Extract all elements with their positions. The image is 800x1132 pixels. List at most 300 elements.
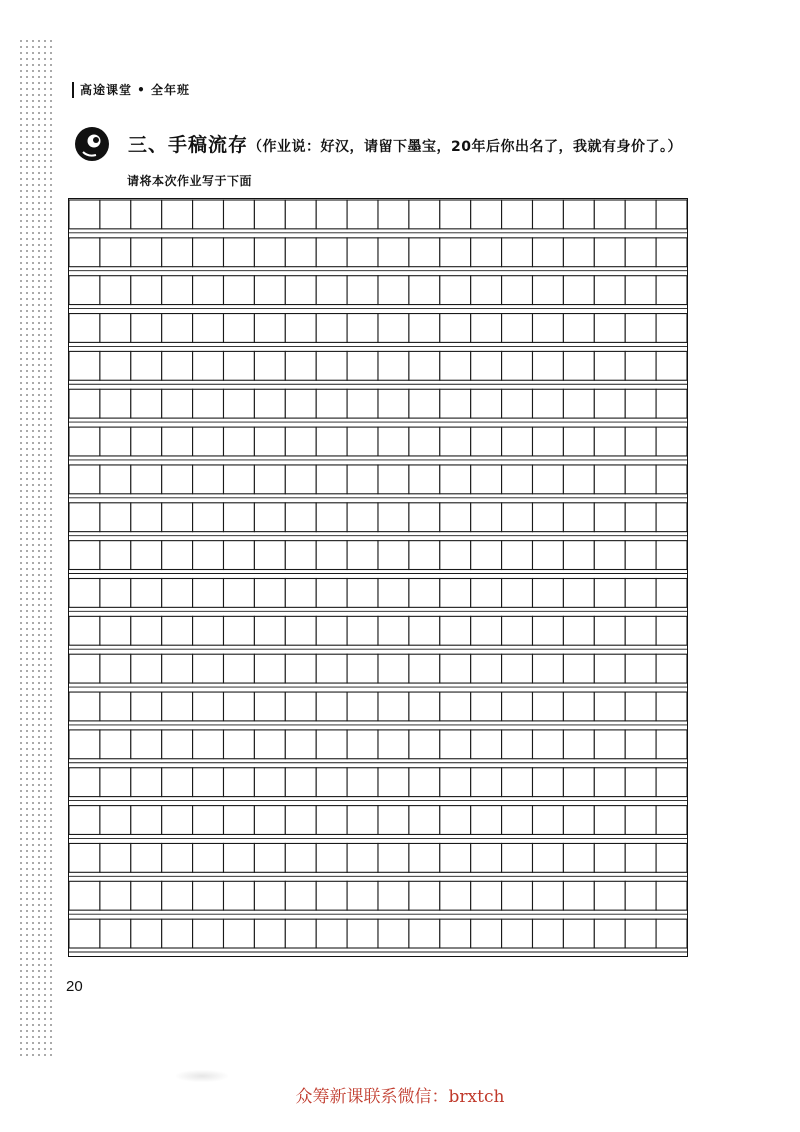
grid-cell[interactable] (440, 768, 471, 797)
grid-cell[interactable] (193, 730, 224, 759)
grid-cell[interactable] (285, 238, 316, 267)
grid-cell[interactable] (347, 579, 378, 608)
grid-cell[interactable] (131, 351, 162, 380)
grid-cell[interactable] (440, 654, 471, 683)
grid-cell[interactable] (440, 843, 471, 872)
grid-cell[interactable] (563, 730, 594, 759)
grid-cell[interactable] (285, 276, 316, 305)
grid-cell[interactable] (347, 730, 378, 759)
grid-cell[interactable] (347, 389, 378, 418)
grid-cell[interactable] (533, 541, 564, 570)
grid-cell[interactable] (100, 465, 131, 494)
grid-cell[interactable] (409, 768, 440, 797)
grid-cell[interactable] (594, 351, 625, 380)
grid-cell[interactable] (533, 692, 564, 721)
grid-cell[interactable] (502, 616, 533, 645)
grid-cell[interactable] (625, 881, 656, 910)
grid-cell[interactable] (100, 503, 131, 532)
grid-cell[interactable] (285, 200, 316, 229)
grid-cell[interactable] (254, 881, 285, 910)
grid-cell[interactable] (193, 276, 224, 305)
grid-cell[interactable] (378, 541, 409, 570)
grid-cell[interactable] (471, 919, 502, 948)
grid-cell[interactable] (224, 843, 255, 872)
grid-cell[interactable] (254, 654, 285, 683)
grid-cell[interactable] (563, 465, 594, 494)
grid-cell[interactable] (533, 427, 564, 456)
grid-cell[interactable] (162, 692, 193, 721)
grid-cell[interactable] (656, 276, 687, 305)
grid-cell[interactable] (100, 919, 131, 948)
grid-cell[interactable] (347, 238, 378, 267)
manuscript-grid[interactable] (68, 198, 688, 957)
grid-cell[interactable] (162, 238, 193, 267)
grid-cell[interactable] (656, 730, 687, 759)
grid-cell[interactable] (131, 276, 162, 305)
grid-cell[interactable] (285, 806, 316, 835)
grid-cell[interactable] (347, 616, 378, 645)
grid-cell[interactable] (254, 200, 285, 229)
grid-cell[interactable] (347, 843, 378, 872)
grid-cell[interactable] (378, 465, 409, 494)
grid-cell[interactable] (594, 654, 625, 683)
grid-cell[interactable] (409, 238, 440, 267)
grid-cell[interactable] (440, 881, 471, 910)
grid-cell[interactable] (409, 314, 440, 343)
grid-cell[interactable] (131, 730, 162, 759)
grid-cell[interactable] (625, 843, 656, 872)
grid-cell[interactable] (471, 427, 502, 456)
grid-cell[interactable] (625, 541, 656, 570)
grid-cell[interactable] (471, 503, 502, 532)
grid-cell[interactable] (563, 389, 594, 418)
grid-cell[interactable] (131, 919, 162, 948)
grid-cell[interactable] (563, 541, 594, 570)
grid-cell[interactable] (563, 238, 594, 267)
grid-cell[interactable] (100, 579, 131, 608)
grid-cell[interactable] (502, 427, 533, 456)
grid-cell[interactable] (100, 314, 131, 343)
grid-cell[interactable] (131, 843, 162, 872)
grid-cell[interactable] (440, 276, 471, 305)
grid-cell[interactable] (594, 503, 625, 532)
grid-cell[interactable] (533, 654, 564, 683)
grid-cell[interactable] (285, 314, 316, 343)
grid-cell[interactable] (100, 238, 131, 267)
grid-cell[interactable] (162, 427, 193, 456)
grid-cell[interactable] (162, 465, 193, 494)
grid-cell[interactable] (285, 541, 316, 570)
grid-cell[interactable] (594, 200, 625, 229)
grid-cell[interactable] (224, 389, 255, 418)
grid-cell[interactable] (316, 389, 347, 418)
grid-cell[interactable] (131, 200, 162, 229)
grid-cell[interactable] (594, 427, 625, 456)
grid-cell[interactable] (502, 806, 533, 835)
grid-cell[interactable] (594, 465, 625, 494)
grid-cell[interactable] (440, 465, 471, 494)
grid-cell[interactable] (471, 692, 502, 721)
grid-cell[interactable] (224, 806, 255, 835)
grid-cell[interactable] (409, 881, 440, 910)
grid-cell[interactable] (193, 768, 224, 797)
grid-cell[interactable] (533, 503, 564, 532)
grid-cell[interactable] (131, 314, 162, 343)
grid-cell[interactable] (193, 843, 224, 872)
grid-cell[interactable] (69, 654, 100, 683)
grid-cell[interactable] (656, 843, 687, 872)
grid-cell[interactable] (69, 503, 100, 532)
grid-cell[interactable] (285, 427, 316, 456)
grid-cell[interactable] (285, 351, 316, 380)
grid-cell[interactable] (285, 919, 316, 948)
grid-cell[interactable] (131, 768, 162, 797)
grid-cell[interactable] (347, 541, 378, 570)
grid-cell[interactable] (100, 654, 131, 683)
grid-cell[interactable] (224, 314, 255, 343)
grid-cell[interactable] (162, 314, 193, 343)
grid-cell[interactable] (254, 503, 285, 532)
grid-cell[interactable] (409, 389, 440, 418)
grid-cell[interactable] (378, 276, 409, 305)
grid-cell[interactable] (254, 238, 285, 267)
grid-cell[interactable] (347, 881, 378, 910)
grid-cell[interactable] (162, 616, 193, 645)
grid-cell[interactable] (131, 616, 162, 645)
grid-cell[interactable] (224, 881, 255, 910)
grid-cell[interactable] (254, 314, 285, 343)
grid-cell[interactable] (471, 730, 502, 759)
grid-cell[interactable] (224, 465, 255, 494)
grid-cell[interactable] (285, 465, 316, 494)
grid-cell[interactable] (533, 616, 564, 645)
grid-cell[interactable] (440, 238, 471, 267)
grid-cell[interactable] (471, 351, 502, 380)
grid-cell[interactable] (69, 692, 100, 721)
grid-cell[interactable] (316, 314, 347, 343)
grid-cell[interactable] (100, 768, 131, 797)
grid-cell[interactable] (378, 919, 409, 948)
grid-cell[interactable] (378, 427, 409, 456)
grid-cell[interactable] (378, 806, 409, 835)
grid-cell[interactable] (162, 579, 193, 608)
grid-cell[interactable] (409, 616, 440, 645)
grid-cell[interactable] (563, 276, 594, 305)
grid-cell[interactable] (224, 200, 255, 229)
grid-cell[interactable] (502, 919, 533, 948)
grid-cell[interactable] (563, 427, 594, 456)
grid-cell[interactable] (409, 730, 440, 759)
grid-cell[interactable] (502, 465, 533, 494)
grid-cell[interactable] (502, 654, 533, 683)
grid-cell[interactable] (656, 465, 687, 494)
grid-cell[interactable] (409, 200, 440, 229)
grid-cell[interactable] (316, 692, 347, 721)
grid-cell[interactable] (347, 919, 378, 948)
grid-cell[interactable] (100, 843, 131, 872)
grid-cell[interactable] (440, 919, 471, 948)
grid-cell[interactable] (254, 843, 285, 872)
grid-cell[interactable] (224, 503, 255, 532)
grid-cell[interactable] (162, 276, 193, 305)
grid-cell[interactable] (471, 389, 502, 418)
grid-cell[interactable] (285, 616, 316, 645)
grid-cell[interactable] (625, 919, 656, 948)
grid-cell[interactable] (533, 238, 564, 267)
grid-cell[interactable] (100, 616, 131, 645)
grid-cell[interactable] (409, 579, 440, 608)
grid-cell[interactable] (533, 200, 564, 229)
grid-cell[interactable] (316, 654, 347, 683)
grid-cell[interactable] (347, 692, 378, 721)
grid-cell[interactable] (656, 238, 687, 267)
grid-cell[interactable] (594, 389, 625, 418)
grid-cell[interactable] (162, 541, 193, 570)
grid-cell[interactable] (656, 351, 687, 380)
grid-cell[interactable] (162, 768, 193, 797)
grid-cell[interactable] (131, 427, 162, 456)
grid-cell[interactable] (471, 579, 502, 608)
grid-cell[interactable] (625, 616, 656, 645)
grid-cell[interactable] (193, 389, 224, 418)
grid-cell[interactable] (131, 238, 162, 267)
grid-cell[interactable] (378, 881, 409, 910)
grid-cell[interactable] (378, 389, 409, 418)
grid-cell[interactable] (625, 730, 656, 759)
grid-cell[interactable] (533, 314, 564, 343)
grid-cell[interactable] (440, 730, 471, 759)
grid-cell[interactable] (69, 427, 100, 456)
grid-cell[interactable] (409, 541, 440, 570)
grid-cell[interactable] (563, 616, 594, 645)
grid-cell[interactable] (193, 314, 224, 343)
grid-cell[interactable] (533, 806, 564, 835)
grid-cell[interactable] (502, 200, 533, 229)
grid-cell[interactable] (594, 541, 625, 570)
grid-cell[interactable] (440, 503, 471, 532)
grid-cell[interactable] (594, 579, 625, 608)
grid-cell[interactable] (563, 314, 594, 343)
grid-cell[interactable] (409, 843, 440, 872)
grid-cell[interactable] (131, 541, 162, 570)
grid-cell[interactable] (656, 200, 687, 229)
grid-cell[interactable] (193, 465, 224, 494)
grid-cell[interactable] (378, 579, 409, 608)
grid-cell[interactable] (69, 881, 100, 910)
grid-cell[interactable] (69, 919, 100, 948)
grid-cell[interactable] (440, 314, 471, 343)
grid-cell[interactable] (409, 654, 440, 683)
grid-cell[interactable] (594, 730, 625, 759)
grid-cell[interactable] (285, 768, 316, 797)
grid-cell[interactable] (625, 692, 656, 721)
grid-cell[interactable] (563, 881, 594, 910)
grid-cell[interactable] (285, 692, 316, 721)
grid-cell[interactable] (347, 314, 378, 343)
grid-cell[interactable] (409, 465, 440, 494)
grid-cell[interactable] (656, 579, 687, 608)
grid-cell[interactable] (100, 881, 131, 910)
grid-cell[interactable] (471, 768, 502, 797)
grid-cell[interactable] (440, 616, 471, 645)
grid-cell[interactable] (224, 654, 255, 683)
grid-cell[interactable] (378, 616, 409, 645)
grid-cell[interactable] (347, 200, 378, 229)
grid-cell[interactable] (378, 238, 409, 267)
grid-cell[interactable] (162, 843, 193, 872)
grid-cell[interactable] (409, 351, 440, 380)
grid-cell[interactable] (594, 881, 625, 910)
grid-cell[interactable] (316, 616, 347, 645)
grid-cell[interactable] (316, 730, 347, 759)
grid-cell[interactable] (254, 427, 285, 456)
grid-cell[interactable] (254, 768, 285, 797)
grid-cell[interactable] (224, 692, 255, 721)
grid-cell[interactable] (316, 503, 347, 532)
grid-cell[interactable] (625, 351, 656, 380)
grid-cell[interactable] (625, 427, 656, 456)
grid-cell[interactable] (285, 654, 316, 683)
grid-cell[interactable] (533, 843, 564, 872)
grid-cell[interactable] (440, 200, 471, 229)
grid-cell[interactable] (69, 276, 100, 305)
grid-cell[interactable] (625, 806, 656, 835)
grid-cell[interactable] (502, 843, 533, 872)
grid-cell[interactable] (193, 579, 224, 608)
grid-cell[interactable] (594, 314, 625, 343)
grid-cell[interactable] (254, 465, 285, 494)
grid-cell[interactable] (316, 465, 347, 494)
grid-cell[interactable] (131, 503, 162, 532)
grid-cell[interactable] (471, 654, 502, 683)
grid-cell[interactable] (409, 276, 440, 305)
grid-cell[interactable] (254, 616, 285, 645)
grid-cell[interactable] (656, 616, 687, 645)
grid-cell[interactable] (533, 579, 564, 608)
grid-cell[interactable] (69, 200, 100, 229)
grid-cell[interactable] (378, 351, 409, 380)
grid-cell[interactable] (656, 806, 687, 835)
grid-cell[interactable] (224, 541, 255, 570)
grid-cell[interactable] (471, 314, 502, 343)
grid-cell[interactable] (563, 692, 594, 721)
grid-cell[interactable] (193, 919, 224, 948)
grid-cell[interactable] (100, 427, 131, 456)
grid-cell[interactable] (594, 238, 625, 267)
grid-cell[interactable] (471, 843, 502, 872)
grid-cell[interactable] (347, 351, 378, 380)
grid-cell[interactable] (533, 881, 564, 910)
grid-cell[interactable] (502, 730, 533, 759)
grid-cell[interactable] (100, 730, 131, 759)
grid-cell[interactable] (254, 276, 285, 305)
grid-cell[interactable] (656, 541, 687, 570)
grid-cell[interactable] (69, 730, 100, 759)
grid-cell[interactable] (69, 389, 100, 418)
grid-cell[interactable] (100, 351, 131, 380)
grid-cell[interactable] (254, 806, 285, 835)
grid-cell[interactable] (316, 541, 347, 570)
grid-cell[interactable] (100, 806, 131, 835)
grid-cell[interactable] (316, 351, 347, 380)
grid-cell[interactable] (316, 843, 347, 872)
grid-cell[interactable] (502, 314, 533, 343)
grid-cell[interactable] (440, 351, 471, 380)
grid-cell[interactable] (316, 276, 347, 305)
grid-cell[interactable] (378, 314, 409, 343)
grid-cell[interactable] (409, 427, 440, 456)
grid-cell[interactable] (224, 616, 255, 645)
grid-cell[interactable] (625, 768, 656, 797)
grid-cell[interactable] (625, 238, 656, 267)
grid-cell[interactable] (563, 579, 594, 608)
grid-cell[interactable] (471, 881, 502, 910)
grid-cell[interactable] (533, 768, 564, 797)
grid-cell[interactable] (563, 654, 594, 683)
grid-cell[interactable] (502, 768, 533, 797)
grid-cell[interactable] (625, 200, 656, 229)
grid-cell[interactable] (285, 389, 316, 418)
grid-cell[interactable] (656, 919, 687, 948)
grid-cell[interactable] (594, 919, 625, 948)
grid-cell[interactable] (162, 200, 193, 229)
grid-cell[interactable] (316, 919, 347, 948)
grid-cell[interactable] (316, 427, 347, 456)
grid-cell[interactable] (502, 276, 533, 305)
grid-cell[interactable] (162, 730, 193, 759)
grid-cell[interactable] (563, 843, 594, 872)
grid-cell[interactable] (502, 351, 533, 380)
grid-cell[interactable] (471, 806, 502, 835)
grid-cell[interactable] (563, 200, 594, 229)
grid-cell[interactable] (656, 503, 687, 532)
grid-cell[interactable] (316, 238, 347, 267)
grid-cell[interactable] (440, 806, 471, 835)
grid-cell[interactable] (502, 503, 533, 532)
grid-cell[interactable] (162, 881, 193, 910)
grid-cell[interactable] (193, 654, 224, 683)
grid-cell[interactable] (254, 541, 285, 570)
grid-cell[interactable] (100, 541, 131, 570)
grid-cell[interactable] (502, 389, 533, 418)
grid-cell[interactable] (193, 806, 224, 835)
grid-cell[interactable] (285, 843, 316, 872)
grid-cell[interactable] (100, 692, 131, 721)
grid-cell[interactable] (502, 692, 533, 721)
grid-cell[interactable] (471, 276, 502, 305)
grid-cell[interactable] (656, 427, 687, 456)
grid-cell[interactable] (131, 579, 162, 608)
grid-cell[interactable] (533, 465, 564, 494)
grid-cell[interactable] (254, 730, 285, 759)
grid-cell[interactable] (409, 503, 440, 532)
grid-cell[interactable] (347, 768, 378, 797)
grid-cell[interactable] (69, 843, 100, 872)
grid-cell[interactable] (131, 389, 162, 418)
grid-cell[interactable] (131, 465, 162, 494)
grid-cell[interactable] (224, 276, 255, 305)
grid-cell[interactable] (471, 616, 502, 645)
grid-cell[interactable] (378, 843, 409, 872)
grid-cell[interactable] (69, 238, 100, 267)
grid-cell[interactable] (533, 351, 564, 380)
grid-cell[interactable] (471, 200, 502, 229)
grid-cell[interactable] (625, 314, 656, 343)
grid-cell[interactable] (254, 351, 285, 380)
grid-cell[interactable] (625, 276, 656, 305)
grid-cell[interactable] (594, 692, 625, 721)
grid-cell[interactable] (471, 541, 502, 570)
